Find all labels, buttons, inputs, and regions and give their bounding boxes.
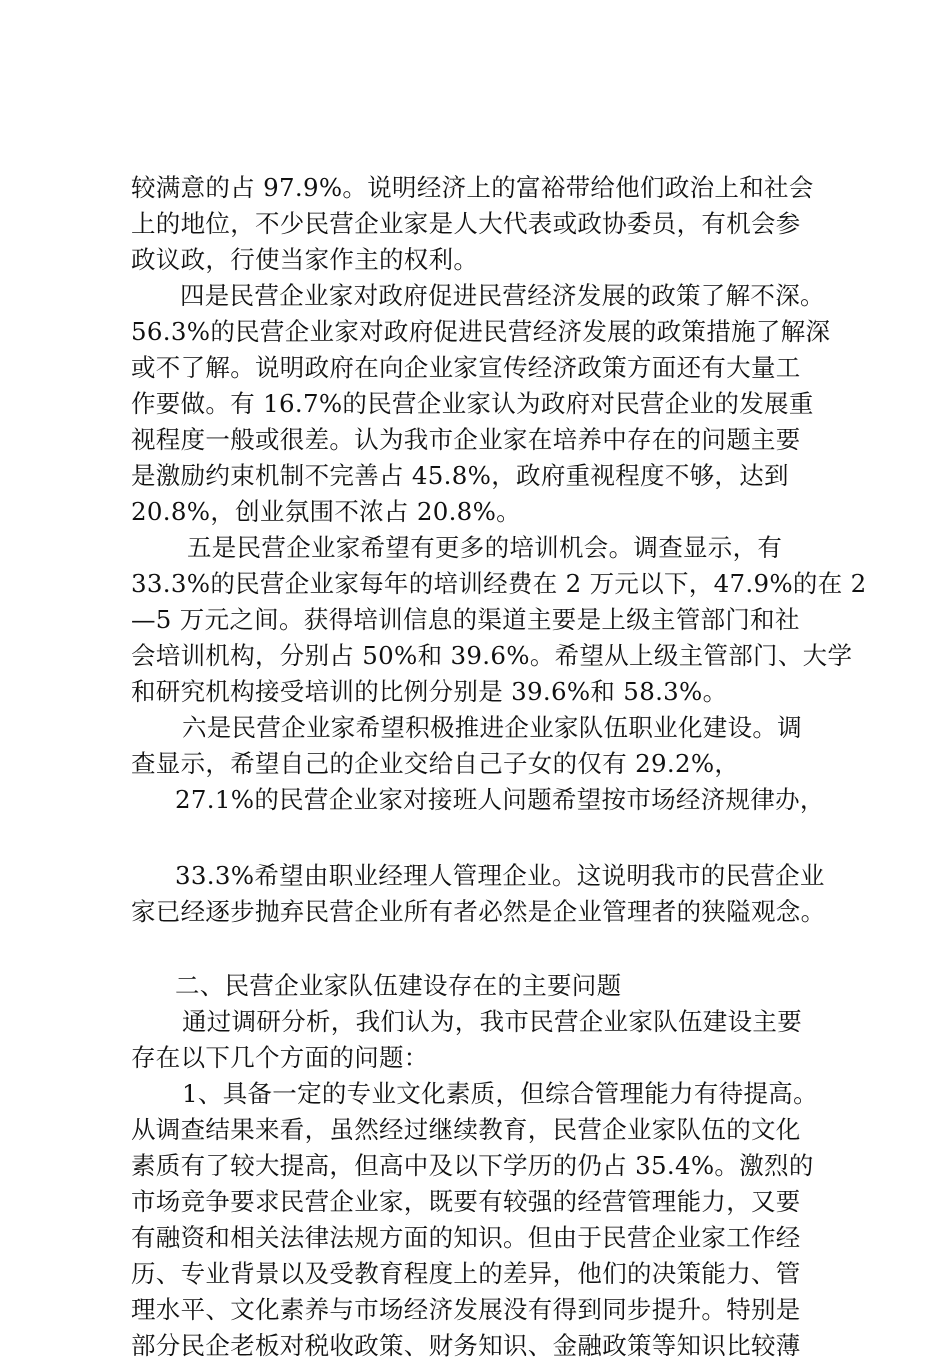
paragraph-line: 1、具备一定的专业文化素质，但综合管理能力有待提高。	[182, 1079, 818, 1108]
paragraph-line: 理水平、文化素养与市场经济发展没有得到同步提升。特别是	[131, 1295, 801, 1324]
paragraph-line: 历、专业背景以及受教育程度上的差异，他们的决策能力、管	[131, 1259, 801, 1288]
paragraph-line: 视程度一般或很差。认为我市企业家在培养中存在的问题主要	[131, 425, 801, 454]
paragraph-line: 作要做。有 16.7%的民营企业家认为政府对民营企业的发展重	[131, 389, 814, 418]
paragraph-line: 和研究机构接受培训的比例分别是 39.6%和 58.3%。	[131, 677, 728, 706]
paragraph-line: —5 万元之间。获得培训信息的渠道主要是上级主管部门和社	[131, 605, 800, 634]
paragraph-line: 27.1%的民营企业家对接班人问题希望按市场经济规律办，	[175, 785, 825, 814]
paragraph-line: 较满意的占 97.9%。说明经济上的富裕带给他们政治上和社会	[131, 173, 814, 202]
paragraph-line: 家已经逐步抛弃民营企业所有者必然是企业管理者的狭隘观念。	[131, 897, 826, 926]
paragraph-line: 查显示，希望自己的企业交给自己子女的仅有 29.2%，	[131, 749, 740, 778]
paragraph-line: 20.8%，创业氛围不浓占 20.8%。	[131, 497, 521, 526]
paragraph-line: 从调查结果来看，虽然经过继续教育，民营企业家队伍的文化	[131, 1115, 801, 1144]
paragraph-line: 存在以下几个方面的问题：	[131, 1043, 429, 1072]
paragraph-line: 政议政，行使当家作主的权利。	[131, 245, 479, 274]
paragraph-line: 是激励约束机制不完善占 45.8%，政府重视程度不够，达到	[131, 461, 789, 490]
paragraph-line: 六是民营企业家希望积极推进企业家队伍职业化建设。调	[182, 713, 802, 742]
paragraph-line: 56.3%的民营企业家对政府促进民营经济发展的政策措施了解深	[131, 317, 831, 346]
paragraph-line: 市场竞争要求民营企业家，既要有较强的经营管理能力，又要	[131, 1187, 801, 1216]
paragraph-line: 五是民营企业家希望有更多的培训机会。调查显示，有	[187, 533, 783, 562]
paragraph-line: 四是民营企业家对政府促进民营经济发展的政策了解不深。	[180, 281, 825, 310]
paragraph-line: 有融资和相关法律法规方面的知识。但由于民营企业家工作经	[131, 1223, 801, 1252]
paragraph-line: 会培训机构，分别占 50%和 39.6%。希望从上级主管部门、大学	[131, 641, 853, 670]
section-heading: 二、民营企业家队伍建设存在的主要问题	[175, 971, 622, 1000]
paragraph-line: 33.3%希望由职业经理人管理企业。这说明我市的民营企业	[175, 861, 825, 890]
paragraph-line: 上的地位，不少民营企业家是人大代表或政协委员，有机会参	[131, 209, 801, 238]
paragraph-line: 或不了解。说明政府在向企业家宣传经济政策方面还有大量工	[131, 353, 801, 382]
paragraph-line: 部分民企老板对税收政策、财务知识、金融政策等知识比较薄	[131, 1331, 801, 1360]
paragraph-line: 通过调研分析，我们认为，我市民营企业家队伍建设主要	[182, 1007, 802, 1036]
paragraph-line: 33.3%的民营企业家每年的培训经费在 2 万元以下，47.9%的在 2	[131, 569, 867, 598]
paragraph-line: 素质有了较大提高，但高中及以下学历的仍占 35.4%。激烈的	[131, 1151, 814, 1180]
